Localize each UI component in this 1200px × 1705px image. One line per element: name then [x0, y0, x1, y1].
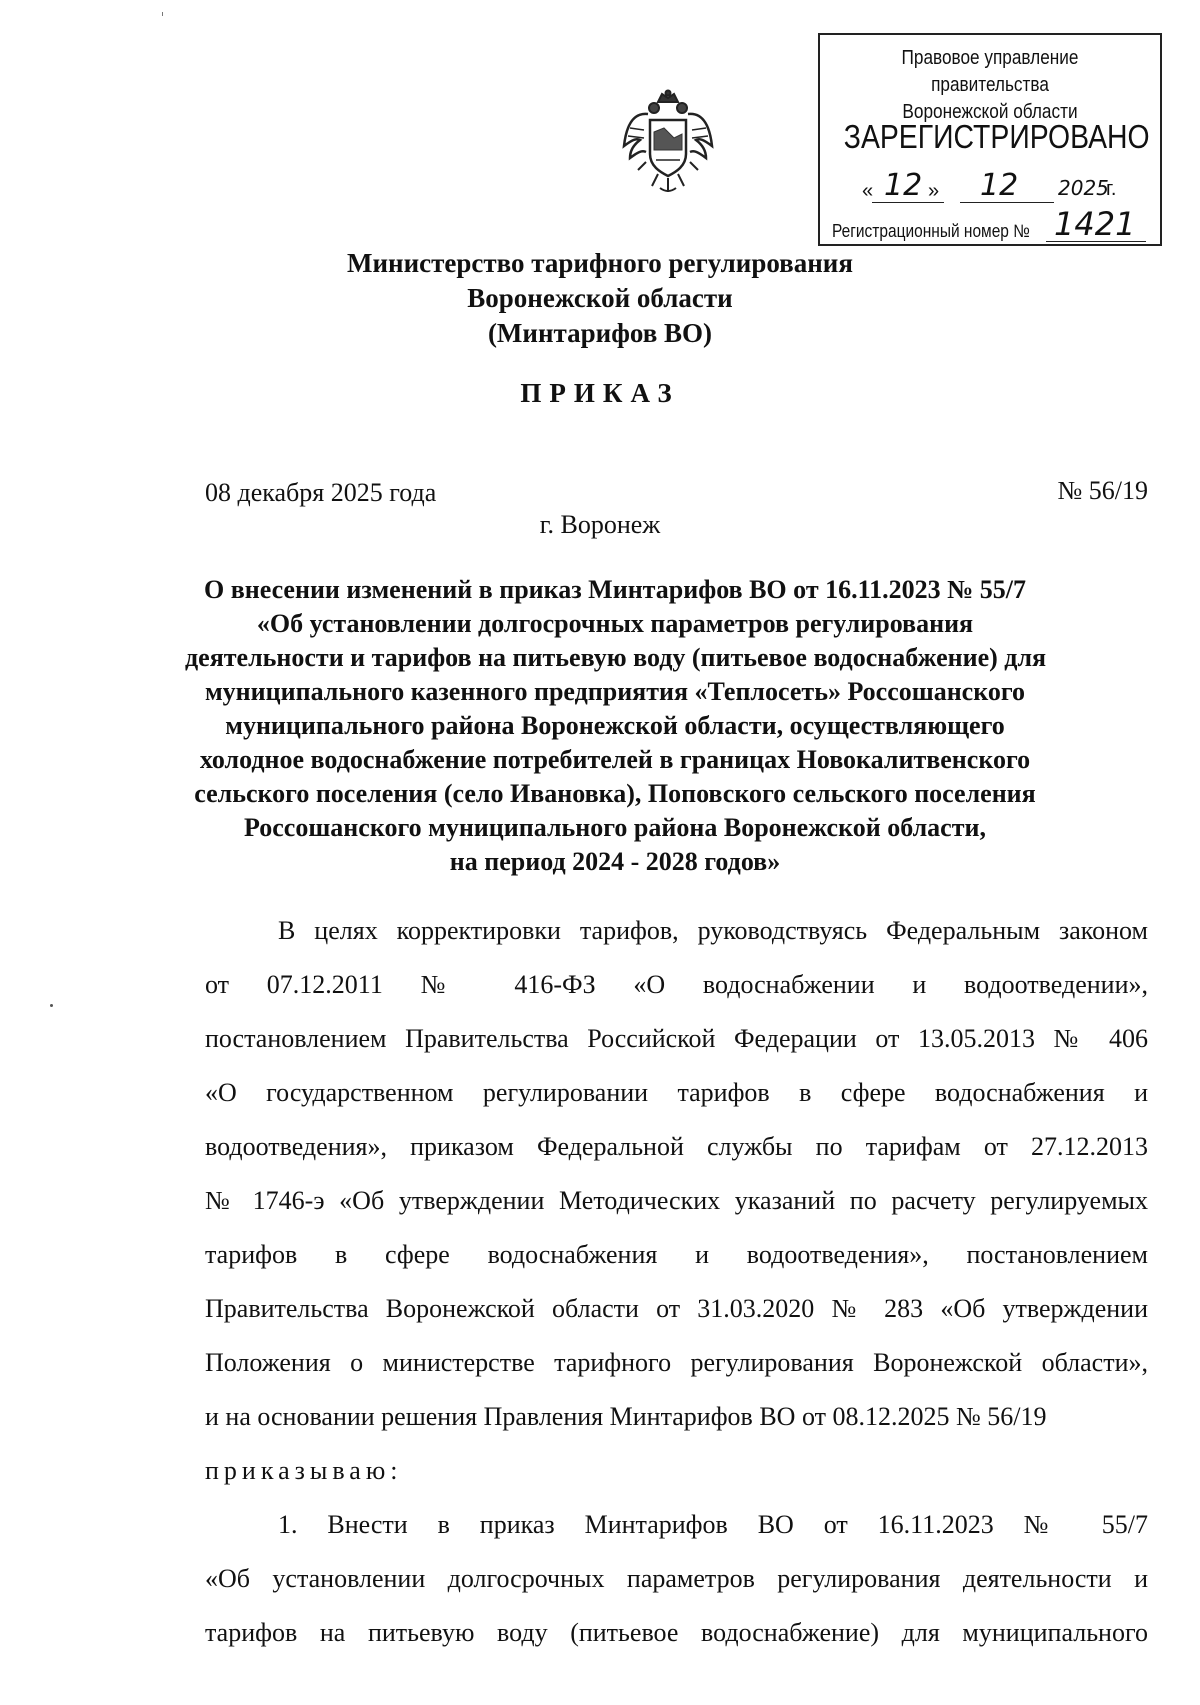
- stamp-month-handwritten: 12: [980, 168, 1019, 203]
- stamp-organization: [844, 45, 1136, 126]
- stamp-number-underline: [1046, 241, 1146, 242]
- coat-of-arms-emblem: [618, 88, 718, 196]
- body-line: Положения о министерстве тарифного регулирования Воронежской области»,: [205, 1348, 1148, 1377]
- document-city: г. Воронеж: [539, 510, 661, 539]
- body-line: В целях корректировки тарифов, руководствуясь Федеральным законом: [278, 916, 1148, 945]
- subject-line: «Об установлении долгосрочных параметров регулирования: [256, 609, 974, 638]
- body-line: тарифов на питьевую воду (питьевое водоснабжение) для муниципального: [205, 1618, 1148, 1647]
- body-line: Правительства Воронежской области от 31.03.2020 № 283 «Об утверждении: [205, 1294, 1148, 1323]
- scan-mark: [162, 12, 163, 16]
- stamp-year-suffix: г.: [1106, 178, 1117, 200]
- stamp-month-underline: [960, 202, 1054, 203]
- document-date: 08 декабря 2025 года: [205, 478, 437, 507]
- ministry-name: [300, 246, 900, 351]
- subject-line: муниципального казенного предприятия «Теплосеть» Россошанского: [204, 677, 1026, 706]
- stamp-day-underline: [872, 202, 944, 203]
- stamp-day-handwritten: 12: [884, 168, 923, 203]
- body-line: от 07.12.2011 № 416-ФЗ «О водоснабжении и водоотведении»,: [205, 970, 1148, 999]
- stamp-year-handwritten: 2025: [1058, 176, 1109, 200]
- stamp-quote-close: »: [928, 180, 940, 202]
- stamp-number-row: [832, 205, 1152, 245]
- ministry-line1: Министерство тарифного регулирования: [347, 248, 853, 278]
- registration-stamp: [818, 33, 1162, 246]
- subject-line: муниципального района Воронежской области, осуществляющего: [225, 711, 1005, 740]
- stamp-org-line1: Правовое управление правительства: [901, 47, 1079, 96]
- document-number: № 56/19: [1057, 476, 1148, 505]
- subject-line: деятельности и тарифов на питьевую воду (питьевое водоснабжение) для: [185, 643, 1047, 672]
- stamp-registered-label: ЗАРЕГИСТРИРОВАНО: [843, 118, 1150, 155]
- body-line: постановлением Правительства Российской Федерации от 13.05.2013 № 406: [205, 1024, 1148, 1053]
- stamp-number-label: Регистрационный номер №: [832, 221, 1030, 241]
- ministry-line2: Воронежской области: [467, 283, 733, 313]
- subject-line: холодное водоснабжение потребителей в границах Новокалитвенского: [199, 745, 1031, 774]
- stamp-org-line2: Воронежской области: [902, 101, 1078, 123]
- scan-speck: [50, 1004, 53, 1007]
- stamp-quote-open: «: [862, 180, 874, 202]
- document-subject: [185, 573, 1045, 879]
- subject-line: Россошанского муниципального района Воронежской области,: [244, 813, 986, 842]
- document-type-title: ПРИКАЗ: [520, 378, 680, 408]
- body-line: № 1746-э «Об утверждении Методических указаний по расчету регулируемых: [205, 1186, 1148, 1215]
- body-line: тарифов в сфере водоснабжения и водоотведения», постановлением: [205, 1240, 1148, 1269]
- stamp-number-handwritten: 1421: [1054, 205, 1136, 243]
- body-line: 1. Внести в приказ Минтарифов ВО от 16.11.2023 № 55/7: [278, 1510, 1148, 1539]
- subject-line: на период 2024 - 2028 годов»: [449, 847, 781, 876]
- subject-line: сельского поселения (село Ивановка), Поповского сельского поселения: [194, 779, 1036, 808]
- stamp-date: [862, 168, 1117, 206]
- order-verb: приказываю:: [205, 1456, 403, 1485]
- subject-line: О внесении изменений в приказ Минтарифов ВО от 16.11.2023 № 55/7: [203, 575, 1027, 604]
- body-line: «О государственном регулировании тарифов в сфере водоснабжения и: [205, 1078, 1148, 1107]
- body-line: водоотведения», приказом Федеральной службы по тарифам от 27.12.2013: [205, 1132, 1148, 1161]
- body-line: «Об установлении долгосрочных параметров регулирования деятельности и: [205, 1564, 1148, 1593]
- ministry-line3: (Минтарифов ВО): [487, 318, 713, 348]
- body-line: и на основании решения Правления Минтарифов ВО от 08.12.2025 № 56/19: [205, 1402, 1047, 1431]
